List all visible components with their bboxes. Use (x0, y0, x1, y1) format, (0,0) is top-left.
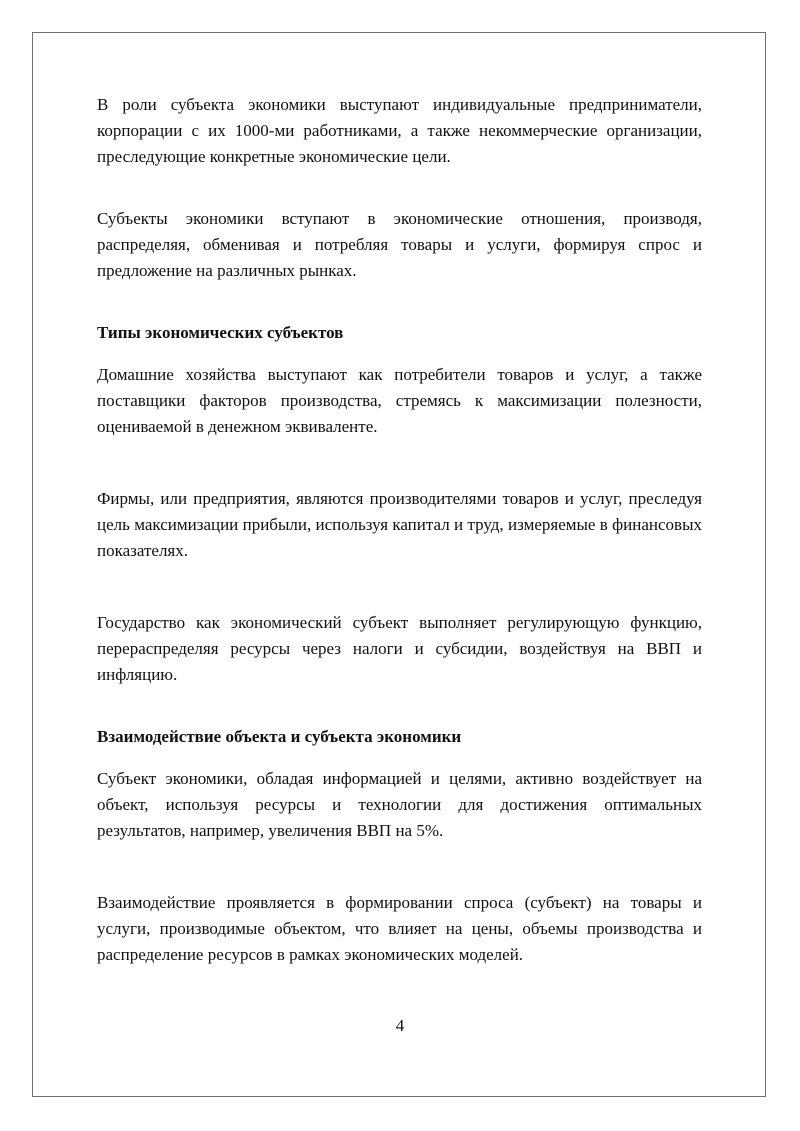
paragraph-demand-formation: Взаимодействие проявляется в формировании спроса (субъект) на товары и услуги, производимые объектом, что влияет на цены, объемы производства и распределение ресурсов в рамках экономических моделей. (97, 893, 702, 964)
paragraph-economic-relations: Субъекты экономики вступают в экономические отношения, производя, распределяя, обменивая и потребляя товары и услуги, формируя спрос и предложение на различных рынках. (97, 209, 702, 280)
paragraph-government: Государство как экономический субъект выполняет регулирующую функцию, перераспределяя ресурсы через налоги и субсидии, воздействуя на ВВП и инфляцию. (97, 613, 702, 684)
section-heading-types: Типы экономических субъектов (97, 323, 344, 342)
page-number: 4 (395, 1016, 405, 1035)
document-body (97, 92, 702, 968)
paragraph-firms: Фирмы, или предприятия, являются производителями товаров и услуг, преследуя цель максимизации прибыли, используя капитал и труд, измеряемые в финансовых показателях. (97, 489, 702, 560)
paragraph-households: Домашние хозяйства выступают как потребители товаров и услуг, а также поставщики факторов производства, стремясь к максимизации полезности, оцениваемой в денежном эквиваленте. (97, 365, 702, 436)
paragraph-subject-influence: Субъект экономики, обладая информацией и целями, активно воздействует на объект, используя ресурсы и технологии для достижения оптимальных результатов, например, увеличения ВВП на 5%. (97, 769, 702, 840)
paragraph-economic-subjects-roles: В роли субъекта экономики выступают индивидуальные предприниматели, корпорации с их 1000-ми работниками, а также некоммерческие организации, преследующие конкретные экономические цели. (97, 95, 702, 166)
section-heading-interaction: Взаимодействие объекта и субъекта экономики (97, 727, 462, 746)
